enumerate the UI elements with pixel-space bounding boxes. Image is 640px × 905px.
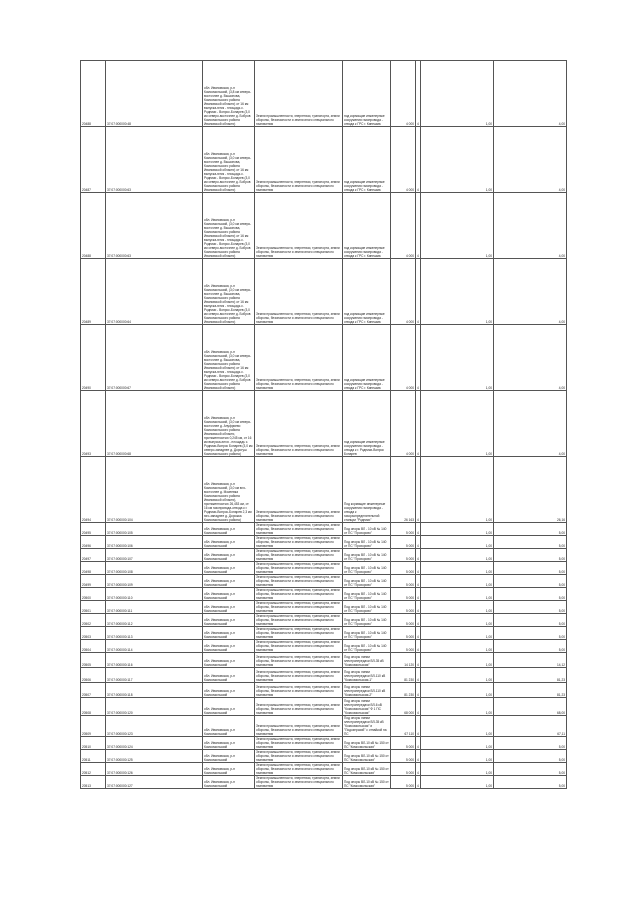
cell-unit: 4 xyxy=(416,763,421,776)
cell-s2: 5,00 xyxy=(494,776,567,789)
cell-s1: 1,00 xyxy=(421,193,494,259)
cell-use: Земли промышленности, энергетики, транспорта, земли обороны, безопасности и земли иного специального назначения xyxy=(255,763,343,776)
cell-purpose: Под опоры ВЛ-10 кВ № 150 от ПС "Комсомольская" xyxy=(343,763,391,776)
cell-unit: 4 xyxy=(416,588,421,601)
cell-purpose: Под опоры ВЛ - 10 кВ № 140 от ПС "Прохорово" xyxy=(343,601,391,614)
cell-s2: 5,00 xyxy=(494,614,567,627)
cell-addr: обл. Ивановская, р-н Комсомольский, (3,8 км северо-восточнее д. Вышонова, Комсомольского района Ивановской области) от 16 км выпуска-ются - площадь с. Родники - Вопрос-Бонарев (3,0 км северо-восточнее д. Бобров Комсомольского района Ивановской области) xyxy=(203,61,255,127)
cell-num: 20510 xyxy=(81,737,106,750)
cell-cad: 37:07:000000:63 xyxy=(106,193,203,259)
cell-s1: 1,00 xyxy=(421,325,494,391)
cell-addr: обл. Ивановская, р-н Комсомольский xyxy=(203,776,255,789)
cell-unit: 4 xyxy=(416,536,421,549)
cell-num: 20493 xyxy=(81,391,106,457)
cell-purpose: Под опоры ВЛ - 10 кВ № 140 от ПС "Прохорово" xyxy=(343,588,391,601)
cell-addr: обл. Ивановская, р-н Комсомольский xyxy=(203,588,255,601)
cell-s2: 5,00 xyxy=(494,640,567,653)
cell-s1: 1,00 xyxy=(421,614,494,627)
cell-addr: обл. Ивановская, р-н Комсомольский, (3,0 км северо-восточнее д. Вышонова, Комсомольского района Ивановской области) от 16 км выпуска-ются - площадь с. Родники - Вопрос-Бонарев (3,0 км северо-восточнее д. Бобров Комсомольского района Ивановской области) xyxy=(203,259,255,325)
cell-use: Земли промышленности, энергетики, транспорта, земли обороны, безопасности и земли иного специального назначения xyxy=(255,683,343,698)
cell-num: 20507 xyxy=(81,683,106,698)
cell-use: Земли промышленности, энергетики, транспорта, земли обороны, безопасности и земли иного специального назначения xyxy=(255,536,343,549)
cell-area: 5 000 xyxy=(391,562,416,575)
cell-cad: 37:07:000000:104 xyxy=(106,457,203,523)
cell-cad: 37:07:000000:125 xyxy=(106,750,203,763)
cell-s2: 5,00 xyxy=(494,562,567,575)
cell-s1: 1,00 xyxy=(421,653,494,668)
table-row xyxy=(81,549,567,562)
cell-use: Земли промышленности, энергетики, транспорта, земли обороны, безопасности и земли иного специального назначения xyxy=(255,259,343,325)
cell-purpose: Под опоры ВЛ - 10 кВ № 140 от ПС "Прохорово" xyxy=(343,562,391,575)
cell-unit: 4 xyxy=(416,698,421,716)
table-row xyxy=(81,575,567,588)
cell-addr: обл. Ивановская, р-н Комсомольский xyxy=(203,750,255,763)
cell-area: 5 000 xyxy=(391,523,416,536)
land-register-table xyxy=(80,60,567,789)
cell-purpose: Под опоры ВЛ - 10 кВ № 140 от ПС "Прохорово" xyxy=(343,614,391,627)
cell-unit: 4 xyxy=(416,716,421,737)
cell-area: 67 110 xyxy=(391,716,416,737)
cell-addr: обл. Ивановская, р-н Комсомольский xyxy=(203,562,255,575)
cell-purpose: Под опоры линии электропередачи ВЛ-110 кВ "Комсомольская-2" xyxy=(343,683,391,698)
cell-purpose: под кормящие инженерные сооружения газопровода - отвода к ГРС г. Кинешма xyxy=(343,61,391,127)
cell-s1: 1,00 xyxy=(421,575,494,588)
cell-use: Земли промышленности, энергетики, транспорта, земли обороны, безопасности и земли иного специального назначения xyxy=(255,668,343,683)
cell-area: 4 000 xyxy=(391,325,416,391)
cell-purpose: Под опоры ВЛ - 10 кВ № 140 от ПС "Прохорово" xyxy=(343,536,391,549)
cell-unit: 4 xyxy=(416,776,421,789)
table-row xyxy=(81,627,567,640)
cell-addr: обл. Ивановская, р-н Комсомольский xyxy=(203,668,255,683)
cell-s1: 1,00 xyxy=(421,536,494,549)
cell-cad: 37:07:000000:67 xyxy=(106,325,203,391)
cell-unit: 4 xyxy=(416,683,421,698)
table-row xyxy=(81,523,567,536)
cell-use: Земли промышленности, энергетики, транспорта, земли обороны, безопасности и земли иного специального назначения xyxy=(255,614,343,627)
cell-num: 20489 xyxy=(81,259,106,325)
cell-unit: 4 xyxy=(416,127,421,193)
cell-purpose: Под опоры ВЛ - 10 кВ № 140 от ПС "Прохорово" xyxy=(343,523,391,536)
cell-use: Земли промышленности, энергетики, транспорта, земли обороны, безопасности и земли иного специального назначения xyxy=(255,193,343,259)
table-row xyxy=(81,737,567,750)
cell-addr: обл. Ивановская, р-н Комсомольский, (3,0 км юго-восточнее д. Мокеевка Комсомольского района Ивановской области), протяженностью 26,453 км, от 16 км газопровода-отвода к г. Родники-Вопрос-Бонарев 2,3 км юго-западнее д. Дорожка Комсомольского района) xyxy=(203,457,255,523)
cell-s1: 1,00 xyxy=(421,683,494,698)
cell-num: 20497 xyxy=(81,549,106,562)
cell-use: Земли промышленности, энергетики, транспорта, земли обороны, безопасности и земли иного специального назначения xyxy=(255,776,343,789)
cell-cad: 37:07:000000:127 xyxy=(106,776,203,789)
cell-addr: обл. Ивановская, р-н Комсомольский, (3,0 км северо-восточнее д. Вышонова, Комсомольского района Ивановской области) от 16 км выпуска-ются - площадь с. Родники - Вопрос-Бонарев (3,0 км северо-восточнее д. Бобров Комсомольского района Ивановской области) xyxy=(203,325,255,391)
table-row xyxy=(81,588,567,601)
cell-num: 20490 xyxy=(81,325,106,391)
cell-area: 5 000 xyxy=(391,763,416,776)
cell-s2: 5,00 xyxy=(494,763,567,776)
cell-unit: 4 xyxy=(416,562,421,575)
cell-num: 20504 xyxy=(81,640,106,653)
cell-s2: 4,00 xyxy=(494,325,567,391)
cell-s1: 1,00 xyxy=(421,640,494,653)
cell-area: 5 000 xyxy=(391,601,416,614)
cell-addr: обл. Ивановская, р-н Комсомольский xyxy=(203,737,255,750)
cell-addr: обл. Ивановская, р-н Комсомольский xyxy=(203,763,255,776)
cell-num: 20500 xyxy=(81,588,106,601)
cell-area: 4 000 xyxy=(391,193,416,259)
cell-purpose: Под опоры ВЛ - 10 кВ № 140 от ПС "Прохорово" xyxy=(343,549,391,562)
cell-s2: 14,12 xyxy=(494,653,567,668)
cell-area: 5 000 xyxy=(391,750,416,763)
cell-s2: 5,00 xyxy=(494,549,567,562)
cell-purpose: под кормящие инженерные сооружения газопровода - отвода к ГРС г. Кинешма xyxy=(343,259,391,325)
cell-s2: 26,16 xyxy=(494,457,567,523)
cell-cad: 37:07:000000:63 xyxy=(106,127,203,193)
table-row xyxy=(81,614,567,627)
cell-num: 20487 xyxy=(81,127,106,193)
cell-unit: 4 xyxy=(416,193,421,259)
cell-unit: 4 xyxy=(416,640,421,653)
cell-addr: обл. Ивановская, р-н Комсомольский xyxy=(203,653,255,668)
cell-addr: обл. Ивановская, р-н Комсомольский xyxy=(203,640,255,653)
cell-addr: обл. Ивановская, р-н Комсомольский xyxy=(203,601,255,614)
cell-area: 5 000 xyxy=(391,536,416,549)
cell-use: Земли промышленности, энергетики, транспорта, земли обороны, безопасности и земли иного специального назначения xyxy=(255,698,343,716)
cell-unit: 4 xyxy=(416,391,421,457)
table-row xyxy=(81,640,567,653)
table-row xyxy=(81,61,567,127)
cell-unit: 4 xyxy=(416,61,421,127)
cell-purpose: Под опоры ВЛ - 10 кВ № 140 от ПС "Прохорово" xyxy=(343,575,391,588)
cell-use: Земли промышленности, энергетики, транспорта, земли обороны, безопасности и земли иного специального назначения xyxy=(255,575,343,588)
cell-unit: 4 xyxy=(416,627,421,640)
cell-area: 4 000 xyxy=(391,259,416,325)
cell-s1: 1,00 xyxy=(421,549,494,562)
cell-num: 20496 xyxy=(81,536,106,549)
cell-num: 20488 xyxy=(81,193,106,259)
cell-cad: 37:07:000000:123 xyxy=(106,716,203,737)
cell-use: Земли промышленности, энергетики, транспорта, земли обороны, безопасности и земли иного специального назначения xyxy=(255,588,343,601)
cell-addr: обл. Ивановская, р-н Комсомольский xyxy=(203,523,255,536)
cell-s2: 81,23 xyxy=(494,668,567,683)
cell-area: 5 000 xyxy=(391,614,416,627)
table-row xyxy=(81,536,567,549)
cell-area: 81 230 xyxy=(391,668,416,683)
cell-s1: 1,00 xyxy=(421,668,494,683)
cell-num: 20499 xyxy=(81,575,106,588)
table-row xyxy=(81,683,567,698)
cell-use: Земли промышленности, энергетики, транспорта, земли обороны, безопасности и земли иного специального назначения xyxy=(255,127,343,193)
cell-area: 68 000 xyxy=(391,698,416,716)
cell-s2: 5,00 xyxy=(494,575,567,588)
cell-unit: 4 xyxy=(416,668,421,683)
cell-num: 20512 xyxy=(81,763,106,776)
cell-purpose: под кормящие инженерные сооружения газопровода - отвода к ГРС г. Кинешма xyxy=(343,193,391,259)
table-row xyxy=(81,562,567,575)
cell-use: Земли промышленности, энергетики, транспорта, земли обороны, безопасности и земли иного специального назначения xyxy=(255,562,343,575)
cell-purpose: Под опоры ВЛ - 10 кВ № 140 от ПС "Прохорово" xyxy=(343,640,391,653)
cell-cad: 37:07:000000:113 xyxy=(106,627,203,640)
cell-area: 5 000 xyxy=(391,737,416,750)
cell-s1: 1,00 xyxy=(421,776,494,789)
cell-area: 4 000 xyxy=(391,391,416,457)
table-row xyxy=(81,698,567,716)
cell-unit: 4 xyxy=(416,575,421,588)
cell-s2: 68,00 xyxy=(494,698,567,716)
cell-use: Земли промышленности, энергетики, транспорта, земли обороны, безопасности и земли иного специального назначения xyxy=(255,627,343,640)
cell-num: 20503 xyxy=(81,627,106,640)
cell-unit: 4 xyxy=(416,457,421,523)
cell-cad: 37:07:000000:118 xyxy=(106,683,203,698)
cell-addr: обл. Ивановская, р-н Комсомольский, (3,0 км северо-восточнее д. Вышонова, Комсомольского района Ивановской области) от 16 км выпуска-ются - площадь с. Родники - Вопрос-Бонарев (3,0 км северо-восточнее д. Бобров Комсомольского района Ивановской области) xyxy=(203,127,255,193)
cell-s1: 1,00 xyxy=(421,627,494,640)
cell-cad: 37:07:000000:48 xyxy=(106,61,203,127)
cell-s1: 1,00 xyxy=(421,61,494,127)
cell-purpose: под кормящие инженерные сооружения газопровода - отвода к ГРС г. Кинешма xyxy=(343,325,391,391)
cell-s1: 1,00 xyxy=(421,737,494,750)
cell-num: 20502 xyxy=(81,614,106,627)
cell-use: Земли промышленности, энергетики, транспорта, земли обороны, безопасности и земли иного специального назначения xyxy=(255,750,343,763)
cell-num: 20501 xyxy=(81,601,106,614)
cell-area: 81 230 xyxy=(391,683,416,698)
cell-area: 5 000 xyxy=(391,627,416,640)
cell-addr: обл. Ивановская, р-н Комсомольский, (3,0 км северо-восточнее д. Ануфриево Комсомольского района Ивановской области, протяженностью 0,245 км, от 16 км выпуска-ются - площадь с. Родники-Вопрос Бонарев (3,0 км северо-западнее д. Дорогуш Комсомольского района) xyxy=(203,391,255,457)
cell-use: Земли промышленности, энергетики, транспорта, земли обороны, безопасности и земли иного специального назначения xyxy=(255,601,343,614)
cell-unit: 4 xyxy=(416,523,421,536)
cell-s1: 1,00 xyxy=(421,763,494,776)
cell-s1: 1,00 xyxy=(421,601,494,614)
table-row xyxy=(81,325,567,391)
cell-s2: 5,00 xyxy=(494,750,567,763)
cell-use: Земли промышленности, энергетики, транспорта, земли обороны, безопасности и земли иного специального назначения xyxy=(255,737,343,750)
cell-area: 4 000 xyxy=(391,61,416,127)
cell-unit: 4 xyxy=(416,259,421,325)
cell-unit: 4 xyxy=(416,750,421,763)
cell-addr: обл. Ивановская, р-н Комсомольский xyxy=(203,536,255,549)
cell-cad: 37:07:000000:124 xyxy=(106,737,203,750)
cell-purpose: Под кормящие инженерные сооружения газопровода - отвода к газораспределительной станции "Родники" xyxy=(343,457,391,523)
cell-cad: 37:07:000000:120 xyxy=(106,698,203,716)
cell-s1: 1,00 xyxy=(421,391,494,457)
table-row xyxy=(81,750,567,763)
cell-use: Земли промышленности, энергетики, транспорта, земли обороны, безопасности и земли иного специального назначения xyxy=(255,457,343,523)
cell-unit: 4 xyxy=(416,614,421,627)
cell-purpose: Под опоры линии электропередачи ВЛ-35 кВ "Комсомольская" xyxy=(343,653,391,668)
cell-use: Земли промышленности, энергетики, транспорта, земли обороны, безопасности и земли иного специального назначения xyxy=(255,716,343,737)
cell-unit: 4 xyxy=(416,601,421,614)
table-body xyxy=(81,61,567,789)
cell-purpose: Под опоры ВЛ - 10 кВ № 140 от ПС "Прохорово" xyxy=(343,627,391,640)
table-row xyxy=(81,668,567,683)
cell-num: 20495 xyxy=(81,523,106,536)
cell-cad: 37:07:000000:110 xyxy=(106,588,203,601)
cell-s2: 5,00 xyxy=(494,588,567,601)
table-row xyxy=(81,601,567,614)
cell-cad: 37:07:000000:112 xyxy=(106,614,203,627)
cell-s2: 4,00 xyxy=(494,127,567,193)
cell-cad: 37:07:000000:111 xyxy=(106,601,203,614)
cell-cad: 37:07:000000:116 xyxy=(106,653,203,668)
cell-num: 20498 xyxy=(81,562,106,575)
cell-s1: 1,00 xyxy=(421,588,494,601)
cell-area: 5 000 xyxy=(391,575,416,588)
cell-s1: 1,00 xyxy=(421,562,494,575)
cell-s2: 4,00 xyxy=(494,193,567,259)
cell-purpose: под кормящие инженерные сооружения газопровода - отвода к г. Родники-Вопрос Бонарев xyxy=(343,391,391,457)
cell-area: 5 000 xyxy=(391,776,416,789)
cell-purpose: Под опоры ВЛ-10 кВ № 150 от ПС "Комсомольская" xyxy=(343,776,391,789)
cell-purpose: под кормящие инженерные сооружения газопровода - отвода к ГРС г. Кинешма xyxy=(343,127,391,193)
table-row xyxy=(81,259,567,325)
cell-s2: 5,00 xyxy=(494,536,567,549)
cell-addr: обл. Ивановская, р-н Комсомольский, (3,0 км северо-восточнее д. Вышонова, Комсомольского района Ивановской области) от 16 км выпуска-ются - площадь с. Родники - Вопрос-Бонарев (3,0 км северо-восточнее д. Бобров Комсомольского района Ивановской области) xyxy=(203,193,255,259)
table-row xyxy=(81,763,567,776)
cell-use: Земли промышленности, энергетики, транспорта, земли обороны, безопасности и земли иного специального назначения xyxy=(255,325,343,391)
cell-s1: 1,00 xyxy=(421,457,494,523)
cell-cad: 37:07:000000:108 xyxy=(106,562,203,575)
cell-s1: 1,00 xyxy=(421,523,494,536)
cell-s2: 81,23 xyxy=(494,683,567,698)
cell-s1: 1,00 xyxy=(421,127,494,193)
table-row xyxy=(81,127,567,193)
cell-use: Земли промышленности, энергетики, транспорта, земли обороны, безопасности и земли иного специального назначения xyxy=(255,640,343,653)
cell-s2: 5,00 xyxy=(494,737,567,750)
cell-cad: 37:07:000000:117 xyxy=(106,668,203,683)
cell-s2: 5,00 xyxy=(494,627,567,640)
cell-addr: обл. Ивановская, р-н Комсомольский xyxy=(203,614,255,627)
cell-unit: 4 xyxy=(416,325,421,391)
cell-area: 4 000 xyxy=(391,127,416,193)
cell-num: 20505 xyxy=(81,653,106,668)
cell-num: 20488 xyxy=(81,61,106,127)
cell-purpose: Под опоры ВЛ-10 кВ № 150 от ПС "Комсомольская" xyxy=(343,737,391,750)
cell-area: 5 000 xyxy=(391,640,416,653)
cell-s2: 4,00 xyxy=(494,391,567,457)
cell-area: 14 120 xyxy=(391,653,416,668)
cell-cad: 37:07:000000:106 xyxy=(106,536,203,549)
cell-addr: обл. Ивановская, р-н Комсомольский xyxy=(203,716,255,737)
cell-unit: 4 xyxy=(416,549,421,562)
cell-cad: 37:07:000000:68 xyxy=(106,391,203,457)
cell-num: 20513 xyxy=(81,776,106,789)
table-row xyxy=(81,193,567,259)
cell-num: 20511 xyxy=(81,750,106,763)
cell-s2: 5,00 xyxy=(494,523,567,536)
cell-unit: 4 xyxy=(416,737,421,750)
cell-num: 20494 xyxy=(81,457,106,523)
cell-use: Земли промышленности, энергетики, транспорта, земли обороны, безопасности и земли иного специального назначения xyxy=(255,391,343,457)
cell-purpose: Под опоры линии электропередачи ВЛ-35 кВ "Комсомольская" и "Подозерский" с отпайкой на ПС xyxy=(343,716,391,737)
cell-num: 20508 xyxy=(81,698,106,716)
table-row xyxy=(81,457,567,523)
table-row xyxy=(81,776,567,789)
cell-use: Земли промышленности, энергетики, транспорта, земли обороны, безопасности и земли иного специального назначения xyxy=(255,523,343,536)
table-row xyxy=(81,716,567,737)
cell-s1: 1,00 xyxy=(421,698,494,716)
cell-s2: 4,00 xyxy=(494,259,567,325)
cell-area: 5 000 xyxy=(391,588,416,601)
cell-num: 20509 xyxy=(81,716,106,737)
cell-purpose: Под опоры линии электропередачи ВЛ-110 кВ "Комсомольская-1" xyxy=(343,668,391,683)
cell-addr: обл. Ивановская, р-н Комсомольский xyxy=(203,627,255,640)
cell-use: Земли промышленности, энергетики, транспорта, земли обороны, безопасности и земли иного специального назначения xyxy=(255,653,343,668)
cell-purpose: Под опоры линии электропередачи ВЛ-6 кВ "Комсомольская" Ф 1 ПС "Комсомольская" xyxy=(343,698,391,716)
cell-use: Земли промышленности, энергетики, транспорта, земли обороны, безопасности и земли иного специального назначения xyxy=(255,61,343,127)
cell-cad: 37:07:000000:105 xyxy=(106,523,203,536)
cell-cad: 37:07:000000:109 xyxy=(106,575,203,588)
cell-addr: обл. Ивановская, р-н Комсомольский xyxy=(203,698,255,716)
cell-s2: 67,11 xyxy=(494,716,567,737)
cell-s2: 5,00 xyxy=(494,601,567,614)
cell-cad: 37:07:000000:64 xyxy=(106,259,203,325)
cell-s1: 1,00 xyxy=(421,750,494,763)
cell-num: 20506 xyxy=(81,668,106,683)
cell-cad: 37:07:000000:107 xyxy=(106,549,203,562)
cell-purpose: Под опоры ВЛ-10 кВ № 150 от ПС "Комсомольская" xyxy=(343,750,391,763)
cell-cad: 37:07:000000:114 xyxy=(106,640,203,653)
cell-s2: 4,00 xyxy=(494,61,567,127)
cell-addr: обл. Ивановская, р-н Комсомольский xyxy=(203,549,255,562)
cell-area: 5 000 xyxy=(391,549,416,562)
cell-cad: 37:07:000000:126 xyxy=(106,763,203,776)
table-row xyxy=(81,653,567,668)
cell-addr: обл. Ивановская, р-н Комсомольский xyxy=(203,575,255,588)
cell-addr: обл. Ивановская, р-н Комсомольский xyxy=(203,683,255,698)
cell-s1: 1,00 xyxy=(421,259,494,325)
cell-area: 26 163 xyxy=(391,457,416,523)
cell-s1: 1,00 xyxy=(421,716,494,737)
table-row xyxy=(81,391,567,457)
cell-unit: 4 xyxy=(416,653,421,668)
cell-use: Земли промышленности, энергетики, транспорта, земли обороны, безопасности и земли иного специального назначения xyxy=(255,549,343,562)
